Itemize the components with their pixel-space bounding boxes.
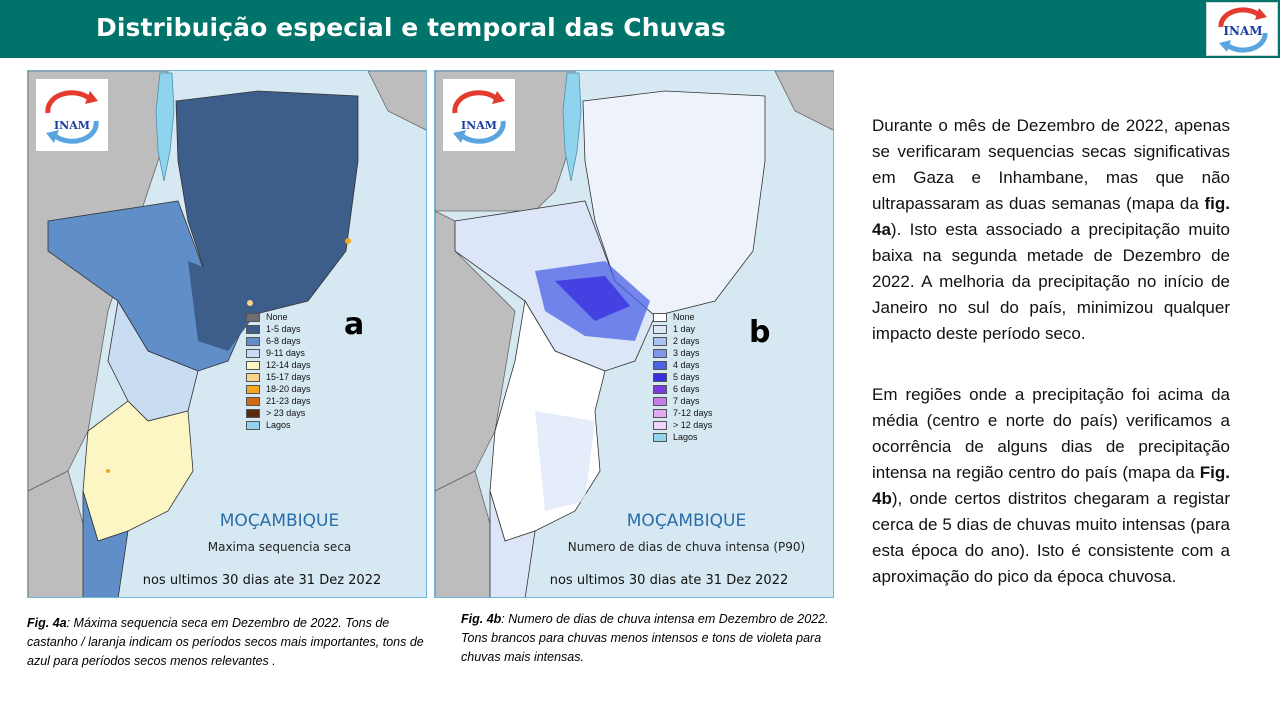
- legend-swatch: [653, 337, 667, 346]
- figure-4a-label: Fig. 4a: [27, 616, 67, 630]
- legend-swatch: [653, 421, 667, 430]
- legend-item: [246, 347, 311, 359]
- svg-text:INAM: INAM: [1223, 24, 1263, 38]
- legend-item: [653, 323, 713, 335]
- legend-item: [246, 335, 311, 347]
- p2-part-a: Em regiões onde a precipitação foi acima da média (centro e norte do país) verificamos a ocorrência de alguns dias de precipitação intensa na região centro do país (mapa da: [872, 385, 1230, 482]
- legend-label: Lagos: [266, 420, 291, 430]
- map-b-inam-logo: [443, 79, 515, 151]
- legend-item: [246, 311, 311, 323]
- p2-fig-ref: Fig. 4b: [872, 463, 1230, 508]
- figure-4b-caption: [461, 610, 831, 667]
- legend-swatch: [653, 433, 667, 442]
- paragraph-dry-sequences: [872, 113, 1230, 347]
- map-b-logo-text: INAM: [461, 119, 497, 132]
- figure-4b-label: Fig. 4b: [461, 612, 502, 626]
- dry-spot-3: [106, 469, 110, 473]
- header-bar: [0, 0, 1280, 58]
- legend-swatch: [246, 313, 260, 322]
- legend-label: 5 days: [673, 372, 700, 382]
- neighbour-land-ne: [368, 71, 427, 131]
- legend-swatch: [653, 325, 667, 334]
- lake-niassa: [563, 73, 581, 181]
- p2-part-c: ), onde certos distritos chegaram a registar cerca de 5 dias de chuvas muito intensas (para esta época do ano). Isto é consistente com a aproximação do pico da época chuvosa.: [872, 489, 1230, 586]
- legend-swatch: [246, 409, 260, 418]
- legend-item: [246, 359, 311, 371]
- legend-item: [653, 407, 713, 419]
- page-title: Distribuição especial e temporal das Chuvas: [96, 13, 726, 42]
- legend-swatch: [653, 409, 667, 418]
- legend-item: [653, 311, 713, 323]
- legend-item: [246, 371, 311, 383]
- figure-4b-text: : Numero de dias de chuva intensa em Dezembro de 2022. Tons brancos para chuvas menos intensos e tons de violeta para chuvas mais intensas.: [461, 612, 829, 664]
- p1-fig-ref: fig. 4a: [872, 194, 1230, 239]
- dry-spot-1: [345, 238, 351, 244]
- legend-label: 18-20 days: [266, 384, 311, 394]
- inam-logo: [1206, 2, 1278, 56]
- legend-swatch: [246, 361, 260, 370]
- p1-part-c: ). Isto esta associado a precipitação muito baixa na segunda metade de Dezembro de 2022. A melhoria da precipitação no início de Janeiro no sul do país, minimizou qualquer impacto deste período seco.: [872, 220, 1230, 343]
- legend-label: 7 days: [673, 396, 700, 406]
- figure-4a-text: : Máxima sequencia seca em Dezembro de 2022. Tons de castanho / laranja indicam os períodos secos mais importantes, tons de azul para períodos secos menos relevantes .: [27, 616, 424, 668]
- paragraph-intense-rain: [872, 382, 1230, 590]
- legend-swatch: [653, 361, 667, 370]
- legend-label: 15-17 days: [266, 372, 311, 382]
- map-a-period: nos ultimos 30 dias ate 31 Dez 2022: [142, 573, 382, 588]
- legend-swatch: [246, 397, 260, 406]
- legend-label: 3 days: [673, 348, 700, 358]
- legend-item: [653, 383, 713, 395]
- legend-item: [653, 419, 713, 431]
- map-panel-intense-rain-days: [434, 70, 834, 598]
- map-a-legend: [246, 311, 311, 431]
- map-b-country: MOÇAMBIQUE: [626, 511, 747, 531]
- map-a-subtitle: Maxima sequencia seca: [207, 540, 352, 554]
- legend-swatch: [653, 349, 667, 358]
- inam-emblem-icon: [443, 79, 515, 151]
- map-panel-max-dry-sequence: [27, 70, 427, 598]
- legend-item: [653, 359, 713, 371]
- legend-label: 6 days: [673, 384, 700, 394]
- map-a-inam-logo: [36, 79, 108, 151]
- legend-label: None: [266, 312, 288, 322]
- map-b-subtitle: Numero de dias de chuva intensa (P90): [567, 540, 806, 554]
- legend-swatch: [246, 325, 260, 334]
- legend-swatch: [653, 397, 667, 406]
- legend-label: 9-11 days: [266, 348, 305, 358]
- map-a-country: MOÇAMBIQUE: [219, 511, 340, 531]
- legend-swatch: [653, 313, 667, 322]
- legend-swatch: [246, 421, 260, 430]
- lake-niassa: [156, 73, 174, 181]
- legend-label: 21-23 days: [266, 396, 311, 406]
- inam-logo-icon: [1207, 3, 1279, 57]
- legend-label: > 12 days: [673, 420, 713, 430]
- legend-item: [653, 335, 713, 347]
- legend-item: [653, 395, 713, 407]
- legend-swatch: [246, 349, 260, 358]
- legend-item: [246, 323, 311, 335]
- map-b-period: nos ultimos 30 dias ate 31 Dez 2022: [549, 573, 789, 588]
- legend-label: 1-5 days: [266, 324, 301, 334]
- legend-label: > 23 days: [266, 408, 306, 418]
- legend-label: 6-8 days: [266, 336, 301, 346]
- figure-4a-caption: [27, 614, 442, 671]
- p1-part-a: Durante o mês de Dezembro de 2022, apenas se verificaram sequencias secas significativas em Gaza e Inhambane, mas que não ultrapassaram as duas semanas (mapa da: [872, 116, 1230, 213]
- legend-label: 7-12 days: [673, 408, 713, 418]
- legend-item: [246, 395, 311, 407]
- legend-swatch: [246, 373, 260, 382]
- legend-label: None: [673, 312, 695, 322]
- legend-item: [246, 407, 311, 419]
- legend-item: [246, 383, 311, 395]
- map-a-panel-letter: a: [344, 307, 365, 342]
- map-a-logo-text: INAM: [54, 119, 90, 132]
- legend-label: 1 day: [673, 324, 696, 334]
- neighbour-land-ne: [775, 71, 834, 131]
- legend-label: 12-14 days: [266, 360, 311, 370]
- legend-item: [246, 419, 311, 431]
- legend-swatch: [246, 385, 260, 394]
- legend-label: 4 days: [673, 360, 700, 370]
- legend-swatch: [653, 385, 667, 394]
- map-b-legend: [653, 311, 713, 443]
- map-b-panel-letter: b: [749, 315, 771, 350]
- legend-item: [653, 371, 713, 383]
- dry-spot-2: [247, 300, 253, 306]
- light-rain-south: [535, 411, 595, 511]
- inam-emblem-icon: [36, 79, 108, 151]
- legend-swatch: [246, 337, 260, 346]
- legend-label: 2 days: [673, 336, 700, 346]
- legend-item: [653, 347, 713, 359]
- legend-swatch: [653, 373, 667, 382]
- legend-item: [653, 431, 713, 443]
- legend-label: Lagos: [673, 432, 698, 442]
